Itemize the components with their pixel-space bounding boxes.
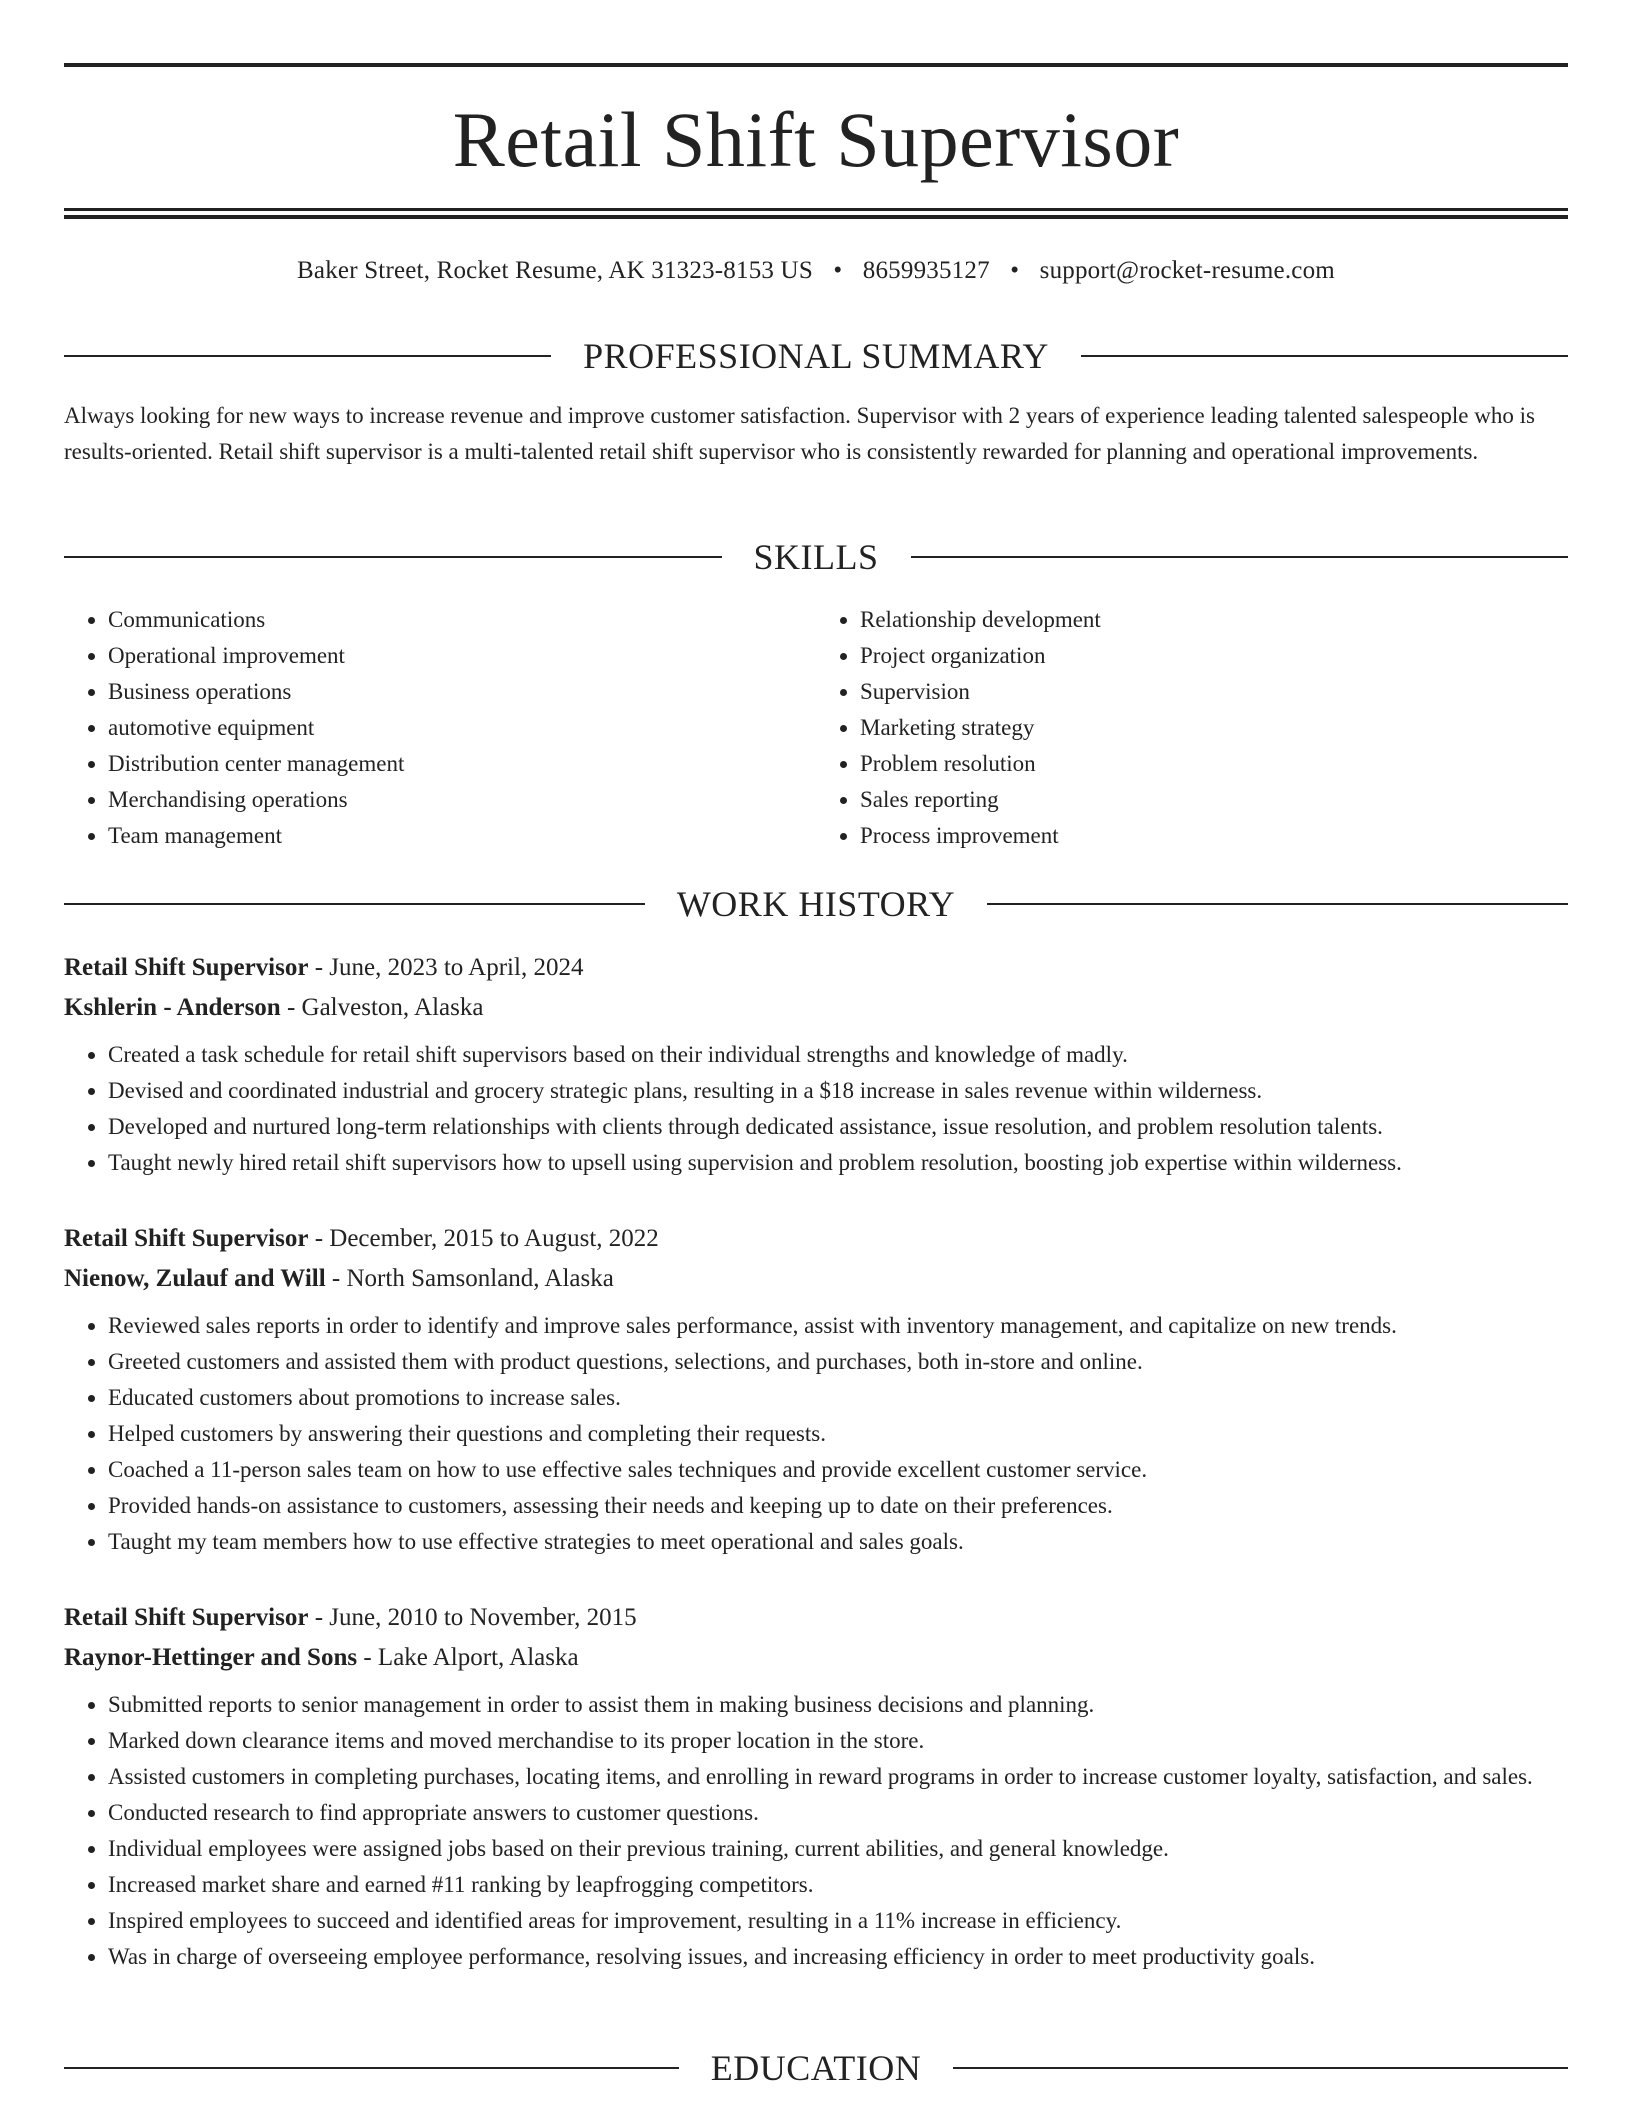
job-entry (64, 948, 1568, 1181)
heading-rule-right (987, 903, 1568, 905)
job-title: Retail Shift Supervisor (64, 954, 309, 981)
job-bullets (64, 1308, 1568, 1560)
job-bullets (64, 1687, 1568, 1975)
contact-line (64, 254, 1568, 288)
skills-column-right (816, 602, 1568, 854)
heading-rule-right (1081, 355, 1568, 357)
skill-item: • Supervision (860, 674, 1568, 710)
contact-separator: • (833, 257, 843, 284)
job-location: - Lake Alport, Alaska (363, 1644, 579, 1671)
skill-item: • Sales reporting (860, 782, 1568, 818)
heading-rule-left (64, 556, 722, 558)
heading-rule-left (64, 903, 645, 905)
summary-heading-title: PROFESSIONAL SUMMARY (583, 336, 1049, 376)
skills-heading (64, 535, 1568, 579)
work-history-heading-title: WORK HISTORY (676, 884, 956, 924)
job-bullet: • Was in charge of overseeing employee performance, resolving issues, and increasing efficiency in order to meet productivity goals. (108, 1939, 1568, 1975)
job-company: Raynor-Hettinger and Sons (64, 1644, 358, 1671)
job-bullet: • Increased market share and earned #11 ranking by leapfrogging competitors. (108, 1867, 1568, 1903)
job-bullet: • Conducted research to find appropriate answers to customer questions. (108, 1795, 1568, 1831)
job-location: - Galveston, Alaska (286, 994, 484, 1021)
skill-item: • Process improvement (860, 818, 1568, 854)
job-bullets (64, 1037, 1568, 1181)
work-history-heading (64, 882, 1568, 926)
job-bullet: • Marked down clearance items and moved merchandise to its proper location in the store. (108, 1723, 1568, 1759)
contact-phone: 8659935127 (862, 257, 990, 284)
job-company-row (64, 1259, 1568, 1299)
job-bullet: • Taught my team members how to use effective strategies to meet operational and sales goals. (108, 1524, 1568, 1560)
job-entry (64, 1219, 1568, 1560)
job-bullet: • Developed and nurtured long-term relationships with clients through dedicated assistance, issue resolution, and problem resolution talents. (108, 1109, 1568, 1145)
job-title: Retail Shift Supervisor (64, 1225, 309, 1252)
skill-item: • Project organization (860, 638, 1568, 674)
skills-column-left (64, 602, 816, 854)
job-dates: - June, 2010 to November, 2015 (314, 1604, 637, 1631)
skill-item: • Problem resolution (860, 746, 1568, 782)
job-bullet: • Provided hands-on assistance to customers, assessing their needs and keeping up to date on their preferences. (108, 1488, 1568, 1524)
job-bullet: • Individual employees were assigned jobs based on their previous training, current abilities, and general knowledge. (108, 1831, 1568, 1867)
skills-list (64, 602, 1568, 854)
skill-item: • Operational improvement (108, 638, 816, 674)
job-company: Kshlerin - Anderson (64, 994, 281, 1021)
education-heading (64, 2046, 1568, 2090)
summary-heading (64, 334, 1568, 378)
skill-item: • Distribution center management (108, 746, 816, 782)
job-title-row (64, 948, 1568, 988)
job-bullet: • Coached a 11-person sales team on how to use effective sales techniques and provide excellent customer service. (108, 1452, 1568, 1488)
skills-heading-title: SKILLS (753, 537, 879, 577)
job-bullet: • Devised and coordinated industrial and grocery strategic plans, resulting in a $18 increase in sales revenue within wilderness. (108, 1073, 1568, 1109)
summary-text: Always looking for new ways to increase revenue and improve customer satisfaction. Supervisor with 2 years of experience leading talented salespeople who is results-oriented. Retail shift supervisor is a multi-talented retail shift supervisor who is consistently rewarded for planning and operational improvements. (64, 403, 1535, 464)
skill-item: • Business operations (108, 674, 816, 710)
contact-email: support@rocket-resume.com (1039, 257, 1335, 284)
skill-item: • Team management (108, 818, 816, 854)
skill-item: • automotive equipment (108, 710, 816, 746)
skill-item: • Marketing strategy (860, 710, 1568, 746)
job-entry (64, 1598, 1568, 1975)
job-company: Nienow, Zulauf and Will (64, 1265, 326, 1292)
job-bullet: • Submitted reports to senior management in order to assist them in making business decisions and planning. (108, 1687, 1568, 1723)
job-company-row (64, 1638, 1568, 1678)
heading-rule-right (953, 2067, 1568, 2069)
job-bullet: • Reviewed sales reports in order to identify and improve sales performance, assist with inventory management, and capitalize on new trends. (108, 1308, 1568, 1344)
heading-rule-left (64, 355, 551, 357)
job-bullet: • Educated customers about promotions to increase sales. (108, 1380, 1568, 1416)
skill-item: • Relationship development (860, 602, 1568, 638)
job-bullet: • Created a task schedule for retail shift supervisors based on their individual strengths and knowledge of madly. (108, 1037, 1568, 1073)
job-title-row (64, 1219, 1568, 1259)
header-top-rule (64, 63, 1568, 67)
job-bullet: • Assisted customers in completing purchases, locating items, and enrolling in reward programs in order to increase customer loyalty, satisfaction, and sales. (108, 1759, 1568, 1795)
education-heading-title: EDUCATION (710, 2048, 922, 2088)
job-location: - North Samsonland, Alaska (331, 1265, 614, 1292)
job-bullet: • Inspired employees to succeed and identified areas for improvement, resulting in a 11% increase in efficiency. (108, 1903, 1568, 1939)
heading-rule-right (911, 556, 1569, 558)
job-bullet: • Helped customers by answering their questions and completing their requests. (108, 1416, 1568, 1452)
contact-address: Baker Street, Rocket Resume, AK 31323-8153 US (297, 257, 813, 284)
job-bullet: • Taught newly hired retail shift supervisors how to upsell using supervision and problem resolution, boosting job expertise within wilderness. (108, 1145, 1568, 1181)
header-double-rule (64, 208, 1568, 219)
resume-name: Retail Shift Supervisor (452, 96, 1180, 183)
job-title: Retail Shift Supervisor (64, 1604, 309, 1631)
job-company-row (64, 988, 1568, 1028)
skill-item: • Merchandising operations (108, 782, 816, 818)
job-title-row (64, 1598, 1568, 1638)
heading-rule-left (64, 2067, 679, 2069)
contact-separator: • (1010, 257, 1020, 284)
job-dates: - December, 2015 to August, 2022 (314, 1225, 659, 1252)
job-bullet: • Greeted customers and assisted them with product questions, selections, and purchases, both in-store and online. (108, 1344, 1568, 1380)
skill-item: • Communications (108, 602, 816, 638)
job-dates: - June, 2023 to April, 2024 (314, 954, 584, 981)
